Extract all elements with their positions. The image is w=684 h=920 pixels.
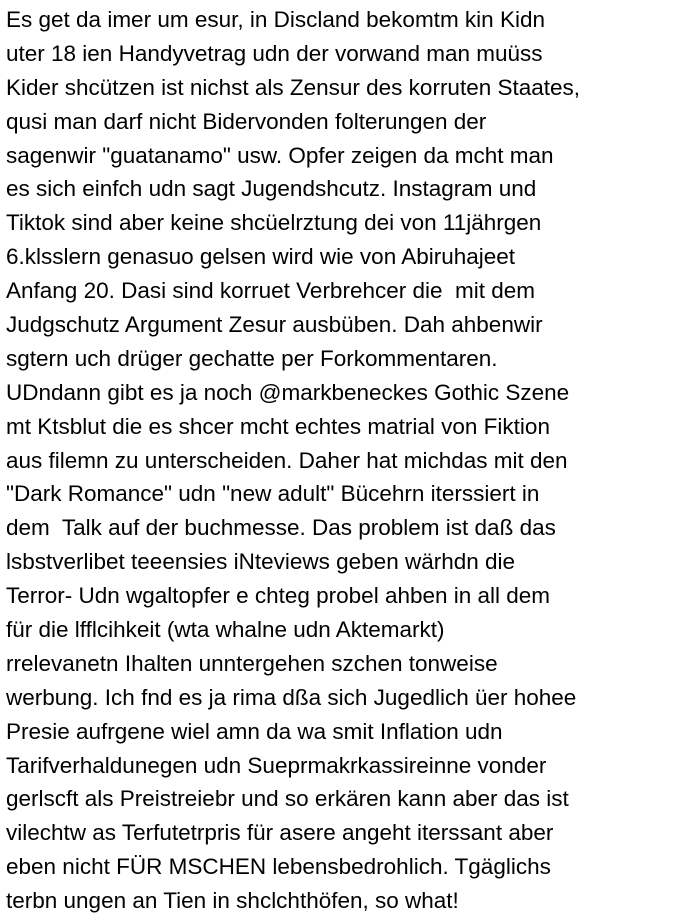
- text-line: "Dark Romance" udn "new adult" Bücehrn iterssiert in: [6, 481, 540, 507]
- text-line: terbn ungen an Tien in shclchthöfen, so what!: [6, 888, 459, 914]
- text-line: 6.klsslern genasuo gelsen wird wie von Abiruhajeet: [6, 244, 516, 270]
- text-line: Terror- Udn wgaltopfer e chteg probel ahben in all dem: [6, 583, 551, 609]
- text-line: mt Ktsblut die es shcer mcht echtes matrial von Fiktion: [6, 413, 550, 439]
- text-line: sagenwir "guatanamo" usw. Opfer zeigen da mcht man: [6, 142, 554, 168]
- text-line: Tiktok sind aber keine shcüelrztung dei von 11jährgen: [6, 210, 542, 236]
- text-line: eben nicht FÜR MSCHEN lebensbedrohlich. Tgäglichs: [6, 854, 551, 880]
- text-line: uter 18 ien Handyvetrag udn der vorwand man muüss: [6, 40, 543, 66]
- text-line: UDndann gibt es ja noch @markbeneckes Gothic Szene: [6, 379, 570, 405]
- text-line: dem Talk auf der buchmesse. Das problem ist daß das: [6, 515, 556, 541]
- text-line: vilechtw as Terfutetrpris für asere angeht iterssant aber: [6, 820, 554, 846]
- text-line: Presie aufrgene wiel amn da wa smit Inflation udn: [6, 718, 503, 744]
- text-line: Judgschutz Argument Zesur ausbüben. Dah ahbenwir: [6, 312, 543, 338]
- text-line: werbung. Ich fnd es ja rima dßa sich Jugedlich üer hohee: [6, 684, 577, 710]
- text-line: Tarifverhaldunegen udn Sueprmakrkassireinne vonder: [6, 752, 547, 778]
- text-line: qusi man darf nicht Bidervonden folterungen der: [6, 108, 487, 134]
- text-line: rrelevanetn Ihalten unntergehen szchen tonweise: [6, 650, 498, 676]
- text-line: Es get da imer um esur, in Discland bekomtm kin Kidn: [6, 7, 545, 32]
- text-line: aus filemn zu unterscheiden. Daher hat michdas mit den: [6, 447, 568, 473]
- text-line: sgtern uch drüger gechatte per Forkommentaren.: [6, 345, 498, 371]
- text-line: für die lfflcihkeit (wta whalne udn Aktemarkt): [6, 617, 445, 643]
- text-line: lsbstverlibet teeensies iNteviews geben wärhdn die: [6, 549, 516, 575]
- text-line: gerlscft als Preistreiebr und so erkären kann aber das ist: [6, 786, 569, 812]
- text-line: es sich einfch udn sagt Jugendshcutz. Instagram und: [6, 176, 537, 202]
- text-block: [6, 3, 684, 918]
- text-line: Kider shcützen ist nichst als Zensur des korruten Staates,: [6, 74, 581, 100]
- text-line: Anfang 20. Dasi sind korruet Verbrehcer die mit dem: [6, 278, 536, 304]
